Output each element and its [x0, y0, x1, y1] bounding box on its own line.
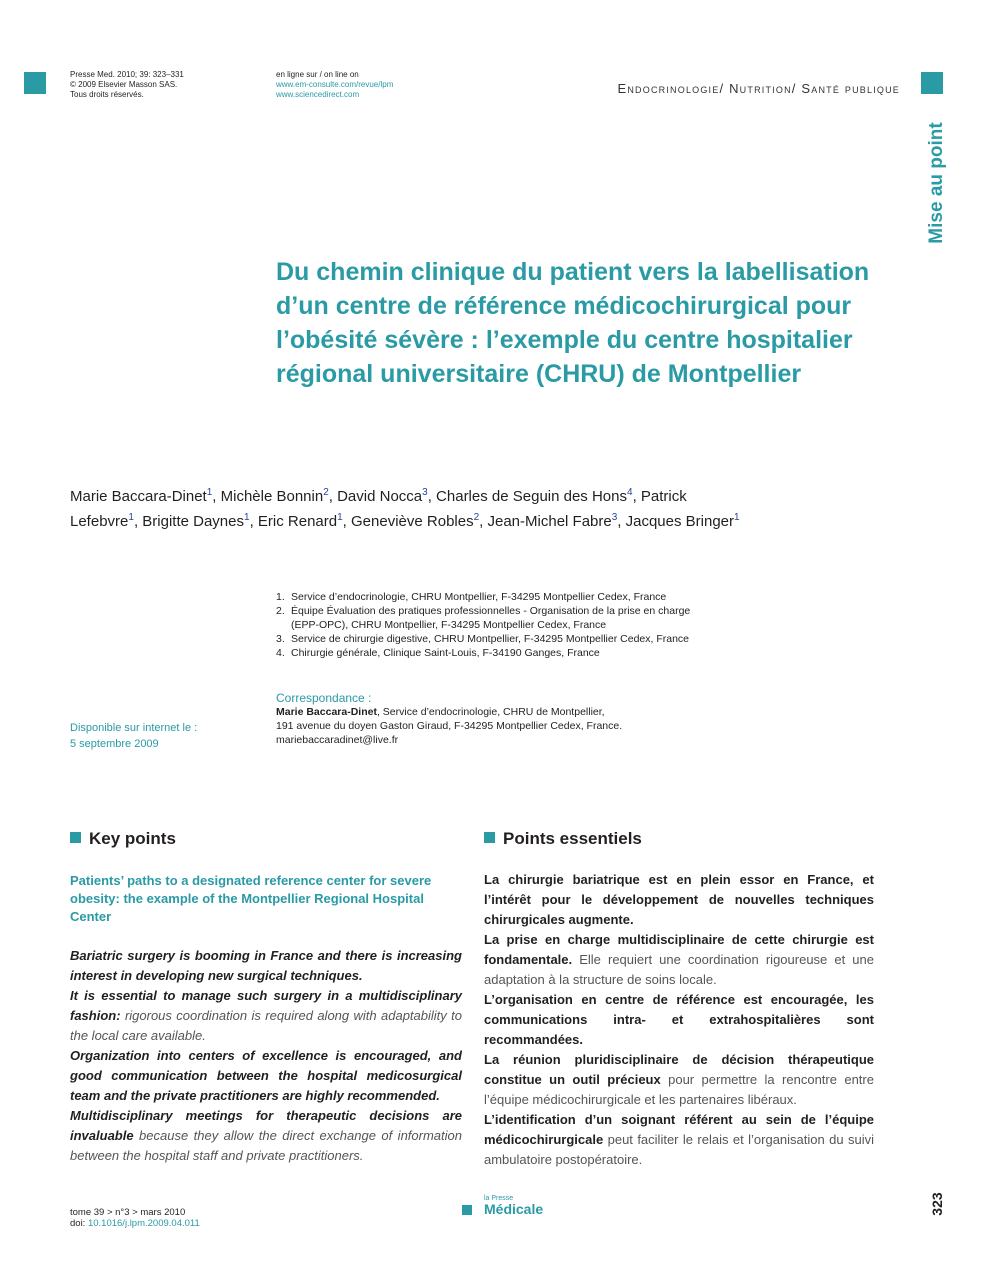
citation-line: Tous droits réservés.	[70, 90, 144, 99]
affiliation-text: Chirurgie générale, Clinique Saint-Louis, F-34190 Ganges, France	[291, 647, 600, 659]
author: Patrick Lefebvre	[70, 488, 687, 530]
affiliation-text: Service de chirurgie digestive, CHRU Montpellier, F-34295 Montpellier Cedex, France	[291, 633, 690, 645]
available-date: 5 septembre 2009	[70, 738, 159, 750]
point-paragraph	[484, 990, 874, 1050]
author: Geneviève Robles	[351, 513, 474, 530]
point-emphasis: It is essential to manage such surgery in a multidisciplinary fashion:	[70, 988, 462, 1023]
correspondence-label: Correspondance :	[276, 691, 372, 705]
point-emphasis: La réunion pluridisciplinaire de décision thérapeutique constitue un outil précieux	[484, 1052, 874, 1087]
correspondence-block	[276, 691, 696, 747]
affiliation-item	[276, 646, 706, 660]
affiliation-number: 3.	[276, 633, 285, 645]
citation-line: Presse Med. 2010; 39: 323–331	[70, 70, 184, 79]
affiliation-item	[276, 590, 706, 604]
affiliation-text: Service d’endocrinologie, CHRU Montpellier, F-34295 Montpellier Cedex, France	[291, 591, 667, 603]
point-paragraph	[484, 870, 874, 930]
correspondence-line-2: 191 avenue du doyen Gaston Giraud, F-34295 Montpellier Cedex, France.	[276, 720, 623, 732]
point-emphasis: L’identification d’un soignant référent au sein de l’équipe médicochirurgicale	[484, 1112, 874, 1147]
point-emphasis: La chirurgie bariatrique est en plein essor en France, et l’intérêt pour le développement de nouvelles techniques chirurgicales augmente.	[484, 872, 874, 927]
author-affiliation-ref: 1	[337, 512, 343, 523]
point-emphasis: Organization into centers of excellence is encouraged, and good communication between the hospital medicosurgical team and the private practitioners are highly recommended.	[70, 1048, 462, 1103]
heading-square-icon	[70, 832, 81, 843]
page-number	[922, 1188, 952, 1218]
point-paragraph	[484, 1050, 874, 1110]
point-emphasis: Bariatric surgery is booming in France and there is increasing interest in developing new surgical techniques.	[70, 948, 462, 983]
author: David Nocca	[337, 488, 423, 505]
doi-link[interactable]: 10.1016/j.lpm.2009.04.011	[87, 1218, 200, 1229]
author: Michèle Bonnin	[220, 488, 324, 505]
correspondence-name: Marie Baccara-Dinet	[276, 706, 377, 718]
page-number-text: 323	[929, 1192, 945, 1216]
key-points-heading	[70, 829, 176, 849]
side-label-text: Mise au point	[926, 122, 947, 244]
point-paragraph	[484, 1110, 874, 1170]
section-label: Endocrinologie/ Nutrition/ Santé publique	[617, 81, 900, 96]
author: Jacques Bringer	[625, 513, 735, 530]
link-em-consulte[interactable]: www.em-consulte.com/revue/lpm	[276, 80, 394, 89]
point-emphasis: L’organisation en centre de référence est encouragée, les communications intra- et extrahospitalières sont recommandées.	[484, 992, 874, 1047]
affiliation-number: 4.	[276, 647, 285, 659]
citation-block	[70, 70, 184, 100]
affiliation-number: 1.	[276, 591, 285, 603]
author: Marie Baccara-Dinet	[70, 488, 207, 505]
affiliation-item	[276, 632, 706, 646]
online-label: en ligne sur / on line on	[276, 70, 359, 79]
link-sciencedirect[interactable]: www.sciencedirect.com	[276, 90, 360, 99]
key-points-body	[70, 946, 462, 1166]
side-label	[905, 120, 965, 260]
author-affiliation-ref: 1	[244, 512, 250, 523]
point-paragraph	[484, 930, 874, 990]
key-points-subtitle: Patients’ paths to a designated reference center for severe obesity: the example of the Montpellier Regional Hospital Center	[70, 873, 432, 924]
author-affiliation-ref: 3	[422, 487, 428, 498]
available-label: Disponible sur internet le :	[70, 722, 198, 734]
author: Jean-Michel Fabre	[487, 513, 612, 530]
key-points-heading-text: Key points	[89, 829, 176, 848]
logo-big-text: Médicale	[484, 1201, 544, 1217]
point-detail: peut faciliter le relais et l’organisation du suivi ambulatoire postopératoire.	[484, 1132, 874, 1167]
author: Eric Renard	[257, 513, 338, 530]
affiliation-list	[276, 590, 706, 660]
point-paragraph	[70, 1106, 462, 1166]
doi-label: doi:	[70, 1218, 88, 1229]
correspondence-email[interactable]: mariebaccaradinet@live.fr	[276, 734, 399, 746]
affiliation-number: 2.	[276, 605, 285, 617]
author-list: Marie Baccara-Dinet$^1$, Michèle Bonnin$^2$, David Nocca$^3$, Charles de Seguin des Hons$^4$, Patrick Lefebvre$^1$, Brigitte Daynes$^1$, Eric Renard$^1$, Geneviève Robles$^2$, Jean-Michel Fabre$^3$, Jacques Bringer$^1$	[70, 487, 740, 530]
article-title: Du chemin clinique du patient vers la labellisation d’un centre de référence médicochirurgical pour l’obésité sévère : l’exemple du centre hospitalier régional universitaire (CHRU) de Montpellier	[276, 258, 870, 388]
point-detail: Elle requiert une coordination rigoureuse et une adaptation à la structure de soins locale.	[484, 952, 874, 987]
affiliation-item	[276, 604, 706, 632]
author-affiliation-ref: 2	[473, 512, 480, 523]
points-essentiels-heading	[484, 829, 642, 849]
point-detail: rigorous coordination is required along with adaptability to the local care available.	[70, 1008, 462, 1043]
online-block	[276, 70, 393, 100]
availability	[70, 720, 197, 752]
footer-issue	[70, 1207, 200, 1229]
author-affiliation-ref: 1	[206, 487, 213, 498]
correspondence-dept: , Service d’endocrinologie, CHRU de Montpellier,	[376, 706, 605, 718]
point-paragraph	[70, 946, 462, 986]
points-essentiels-heading-text: Points essentiels	[503, 829, 642, 848]
point-detail: because they allow the direct exchange of information between the hospital staff and private practitioners.	[70, 1128, 462, 1163]
author: Charles de Seguin des Hons	[436, 488, 627, 505]
journal-logo	[462, 1195, 562, 1219]
correspondence-line-1	[276, 705, 696, 719]
corner-square-right	[921, 72, 943, 94]
point-paragraph	[70, 986, 462, 1046]
points-essentiels-body	[484, 870, 874, 1170]
corner-square-left	[24, 72, 46, 94]
issue-text: tome 39 > n°3 > mars 2010	[70, 1207, 186, 1218]
point-detail: pour permettre la rencontre entre l’équipe médicochirurgicale et les partenaires libéraux.	[484, 1072, 874, 1107]
logo-square-icon	[462, 1205, 472, 1215]
point-emphasis: La prise en charge multidisciplinaire de cette chirurgie est fondamentale.	[484, 932, 874, 967]
heading-square-icon	[484, 832, 495, 843]
author-affiliation-ref: 3	[611, 512, 618, 523]
doi-line	[70, 1218, 200, 1229]
affiliation-text: Équipe Évaluation des pratiques professionnelles - Organisation de la prise en charge (EPP-OPC), CHRU Montpellier, F-34295 Montpellier Cedex, France	[291, 605, 691, 631]
logo-small-text: la Presse	[484, 1195, 514, 1202]
author-affiliation-ref: 4	[627, 487, 633, 498]
author: Brigitte Daynes	[142, 513, 244, 530]
citation-line: © 2009 Elsevier Masson SAS.	[70, 80, 178, 89]
author-affiliation-ref: 1	[734, 512, 740, 523]
author-affiliation-ref: 2	[323, 487, 329, 498]
author-affiliation-ref: 1	[128, 512, 134, 523]
point-paragraph	[70, 1046, 462, 1106]
point-emphasis: Multidisciplinary meetings for therapeutic decisions are invaluable	[70, 1108, 462, 1143]
